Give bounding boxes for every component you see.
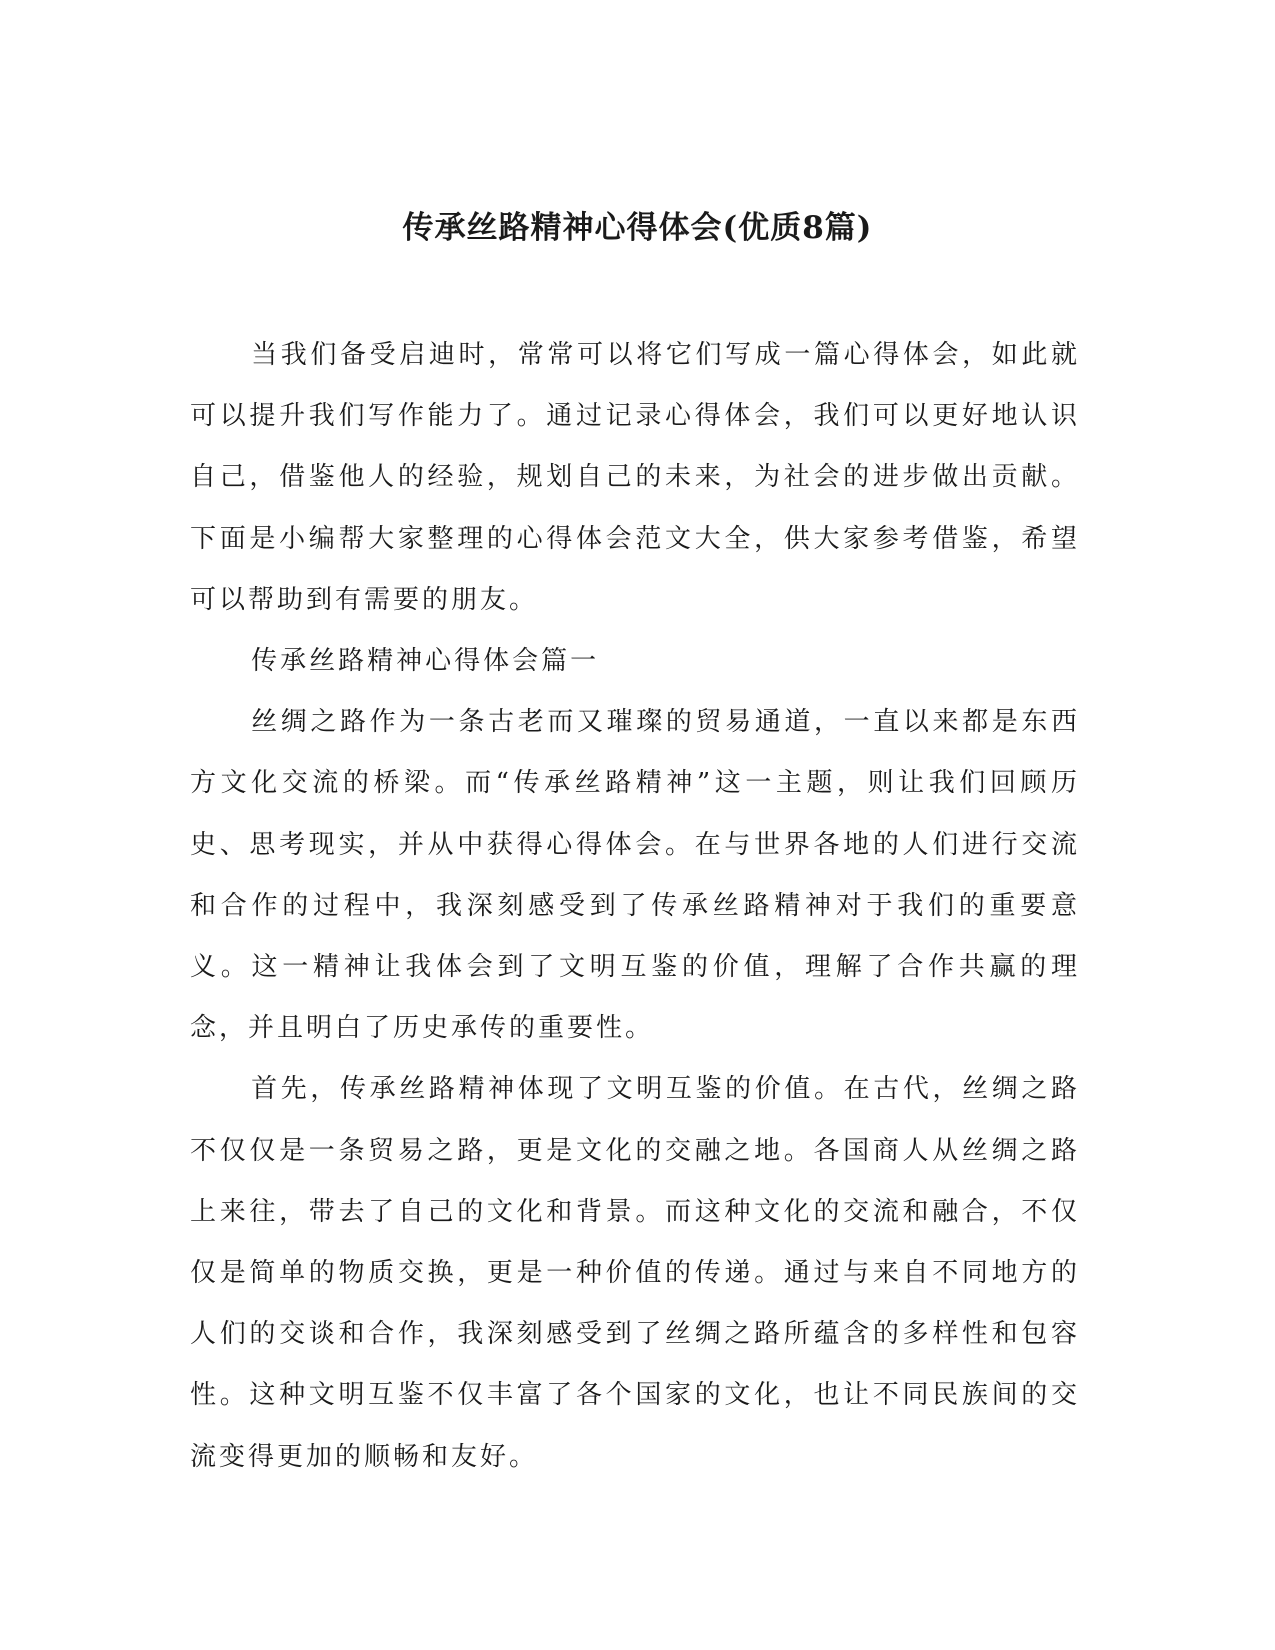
document-title: 传承丝路精神心得体会(优质8篇) xyxy=(402,210,873,246)
section-heading: 传承丝路精神心得体会篇一 xyxy=(251,646,600,677)
body-paragraph: 丝绸之路作为一条古老而又璀璨的贸易通道，一直以来都是东西方文化交流的桥梁。而“传承丝路精神”这一主题，则让我们回顾历史、思考现实，并从中获得心得体会。在与世界各地的人们进行交流和合作的过程中，我深刻感受到了传承丝路精神对于我们的重要意义。这一精神让我体会到了文明互鉴的价值，理解了合作共赢的理念，并且明白了历史承传的重要性。 xyxy=(190,707,1080,1044)
intro-paragraph: 当我们备受启迪时，常常可以将它们写成一篇心得体会，如此就可以提升我们写作能力了。通过记录心得体会，我们可以更好地认识自己，借鉴他人的经验，规划自己的未来，为社会的进步做出贡献。下面是小编帮大家整理的心得体会范文大全，供大家参考借鉴，希望可以帮助到有需要的朋友。 xyxy=(190,340,1080,615)
document-body xyxy=(190,325,1080,1488)
body-paragraph: 首先，传承丝路精神体现了文明互鉴的价值。在古代，丝绸之路不仅仅是一条贸易之路，更是文化的交融之地。各国商人从丝绸之路上来往，带去了自己的文化和背景。而这种文化的交流和融合，不仅仅是简单的物质交换，更是一种价值的传递。通过与来自不同地方的人们的交谈和合作，我深刻感受到了丝绸之路所蕴含的多样性和包容性。这种文明互鉴不仅丰富了各个国家的文化，也让不同民族间的交流变得更加的顺畅和友好。 xyxy=(190,1074,1080,1472)
